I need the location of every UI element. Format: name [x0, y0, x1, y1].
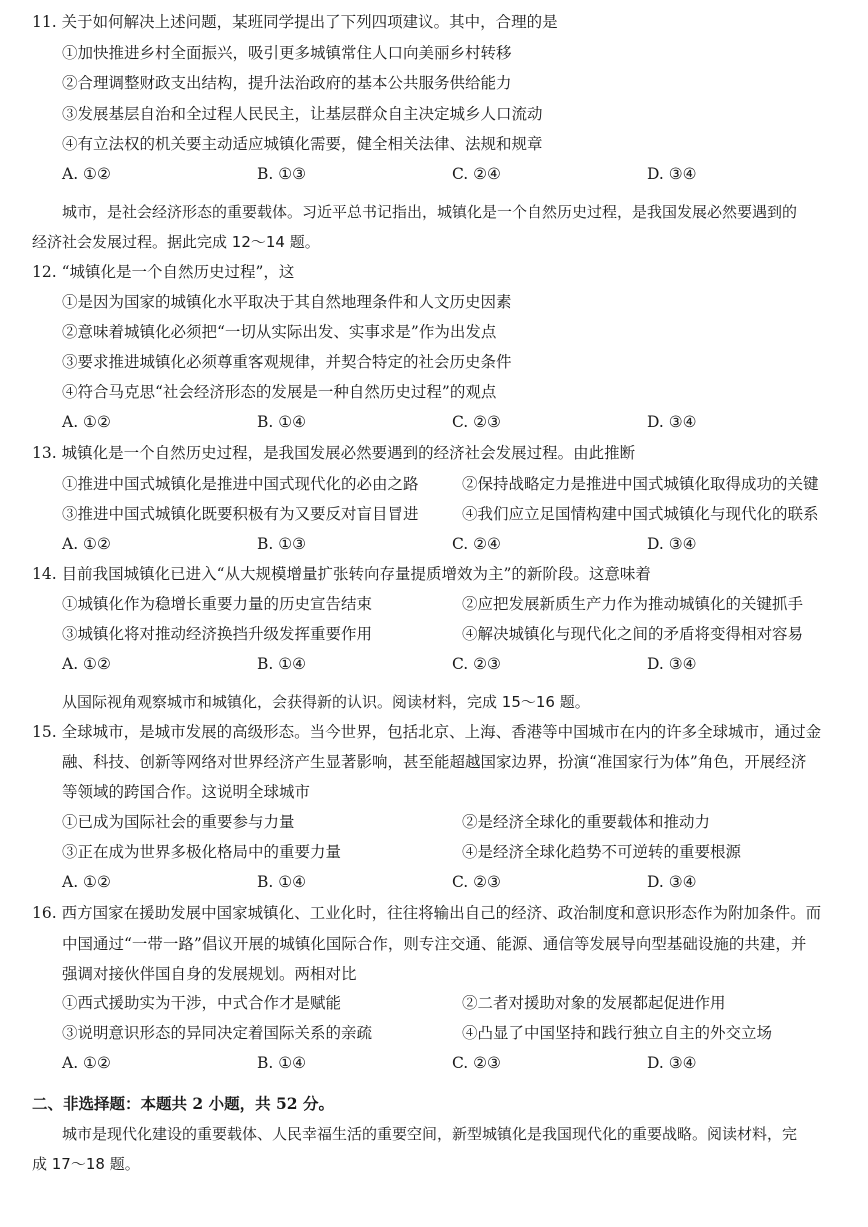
- q12-option-2: ②意味着城镇化必须把“一切从实际出发、实事求是”作为出发点: [62, 323, 497, 341]
- q11-stem: 11. 关于如何解决上述问题，某班同学提出了下列四项建议。其中，合理的是: [32, 13, 558, 31]
- q16-stem-line3: 强调对接伙伴国自身的发展规划。两相对比: [62, 965, 357, 983]
- q16-answers: [62, 1053, 842, 1073]
- q12-option-3: ③要求推进城镇化必须尊重客观规律，并契合特定的社会历史条件: [62, 353, 512, 371]
- q16-answer-c: C. ②③: [452, 1054, 501, 1072]
- q13-answer-d: D. ③④: [647, 535, 697, 553]
- q11-answer-c: C. ②④: [452, 165, 501, 183]
- q14-option-3: ③城镇化将对推动经济换挡升级发挥重要作用: [62, 625, 373, 643]
- q12-answer-a: A. ①②: [62, 413, 111, 431]
- q13-answers: [62, 534, 842, 554]
- q15-answer-b: B. ①④: [257, 873, 307, 891]
- q15-option-1: ①已成为国际社会的重要参与力量: [62, 813, 295, 831]
- material-12-14-line1: 城市，是社会经济形态的重要载体。习近平总书记指出，城镇化是一个自然历史过程，是我国发展必然要遇到的: [62, 203, 798, 221]
- q11-answers: [62, 164, 842, 184]
- q15-option-4: ④是经济全球化趋势不可逆转的重要根源: [462, 843, 742, 861]
- q16-answer-d: D. ③④: [647, 1054, 697, 1072]
- q14-stem: 14. 目前我国城镇化已进入“从大规模增量扩张转向存量提质增效为主”的新阶段。这意味着: [32, 565, 651, 583]
- q15-stem-line1: 15. 全球城市，是城市发展的高级形态。当今世界，包括北京、上海、香港等中国城市在内的许多全球城市，通过金: [32, 723, 822, 741]
- q16-option-3: ③说明意识形态的异同决定着国际关系的亲疏: [62, 1024, 373, 1042]
- q12-answer-b: B. ①④: [257, 413, 307, 431]
- section-2-title: 二、非选择题：本题共 2 小题，共 52 分。: [32, 1094, 334, 1113]
- q11-option-4: ④有立法权的机关要主动适应城镇化需要，健全相关法律、法规和规章: [62, 135, 543, 153]
- section-2-intro-line1: 城市是现代化建设的重要载体、人民幸福生活的重要空间，新型城镇化是我国现代化的重要战略。阅读材料，完: [62, 1125, 798, 1143]
- q15-stem-line2: 融、科技、创新等网络对世界经济产生显著影响，甚至能超越国家边界，扮演“准国家行为体”角色，开展经济: [62, 753, 807, 771]
- q14-answer-c: C. ②③: [452, 655, 501, 673]
- q13-answer-a: A. ①②: [62, 535, 111, 553]
- q13-option-2: ②保持战略定力是推进中国式城镇化取得成功的关键: [462, 475, 819, 493]
- q15-option-2: ②是经济全球化的重要载体和推动力: [462, 813, 711, 831]
- q13-stem: 13. 城镇化是一个自然历史过程，是我国发展必然要遇到的经济社会发展过程。由此推断: [32, 444, 636, 462]
- q14-answer-b: B. ①④: [257, 655, 307, 673]
- material-15-16-line1: 从国际视角观察城市和城镇化，会获得新的认识。阅读材料，完成 15～16 题。: [62, 693, 590, 711]
- q11-answer-d: D. ③④: [647, 165, 697, 183]
- q14-answer-d: D. ③④: [647, 655, 697, 673]
- q12-option-1: ①是因为国家的城镇化水平取决于其自然地理条件和人文历史因素: [62, 293, 512, 311]
- q15-option-3: ③正在成为世界多极化格局中的重要力量: [62, 843, 342, 861]
- q11-option-3: ③发展基层自治和全过程人民民主，让基层群众自主决定城乡人口流动: [62, 105, 543, 123]
- q15-answer-c: C. ②③: [452, 873, 501, 891]
- material-12-14-line2: 经济社会发展过程。据此完成 12～14 题。: [32, 233, 320, 251]
- q13-option-3: ③推进中国式城镇化既要积极有为又要反对盲目冒进: [62, 505, 419, 523]
- q14-option-4: ④解决城镇化与现代化之间的矛盾将变得相对容易: [462, 625, 804, 643]
- q16-stem-line2: 中国通过“一带一路”倡议开展的城镇化国际合作，则专注交通、能源、通信等发展导向型基础设施的共建，并: [62, 935, 807, 953]
- section-2-intro-line2: 成 17～18 题。: [32, 1155, 140, 1173]
- q15-answer-d: D. ③④: [647, 873, 697, 891]
- q11-answer-a: A. ①②: [62, 165, 111, 183]
- q14-answers: [62, 654, 842, 674]
- q13-option-4: ④我们应立足国情构建中国式城镇化与现代化的联系: [462, 505, 819, 523]
- q14-option-1: ①城镇化作为稳增长重要力量的历史宣告结束: [62, 595, 373, 613]
- q16-option-4: ④凸显了中国坚持和践行独立自主的外交立场: [462, 1024, 773, 1042]
- q11-answer-b: B. ①③: [257, 165, 307, 183]
- q12-answer-c: C. ②③: [452, 413, 501, 431]
- q11-option-1: ①加快推进乡村全面振兴，吸引更多城镇常住人口向美丽乡村转移: [62, 44, 512, 62]
- q16-option-2: ②二者对援助对象的发展都起促进作用: [462, 994, 726, 1012]
- q14-option-2: ②应把发展新质生产力作为推动城镇化的关键抓手: [462, 595, 804, 613]
- q12-answers: [62, 412, 842, 432]
- q15-answer-a: A. ①②: [62, 873, 111, 891]
- q14-answer-a: A. ①②: [62, 655, 111, 673]
- q16-answer-b: B. ①④: [257, 1054, 307, 1072]
- q11-option-2: ②合理调整财政支出结构，提升法治政府的基本公共服务供给能力: [62, 74, 512, 92]
- q13-option-1: ①推进中国式城镇化是推进中国式现代化的必由之路: [62, 475, 419, 493]
- q15-stem-line3: 等领域的跨国合作。这说明全球城市: [62, 783, 311, 801]
- q12-option-4: ④符合马克思“社会经济形态的发展是一种自然历史过程”的观点: [62, 383, 497, 401]
- q13-answer-c: C. ②④: [452, 535, 501, 553]
- q12-stem: 12. “城镇化是一个自然历史过程”，这: [32, 263, 295, 281]
- q16-option-1: ①西式援助实为干涉，中式合作才是赋能: [62, 994, 342, 1012]
- q16-stem-line1: 16. 西方国家在援助发展中国家城镇化、工业化时，往往将输出自己的经济、政治制度和意识形态作为附加条件。而: [32, 904, 822, 922]
- q13-answer-b: B. ①③: [257, 535, 307, 553]
- q15-answers: [62, 872, 842, 892]
- q12-answer-d: D. ③④: [647, 413, 697, 431]
- q16-answer-a: A. ①②: [62, 1054, 111, 1072]
